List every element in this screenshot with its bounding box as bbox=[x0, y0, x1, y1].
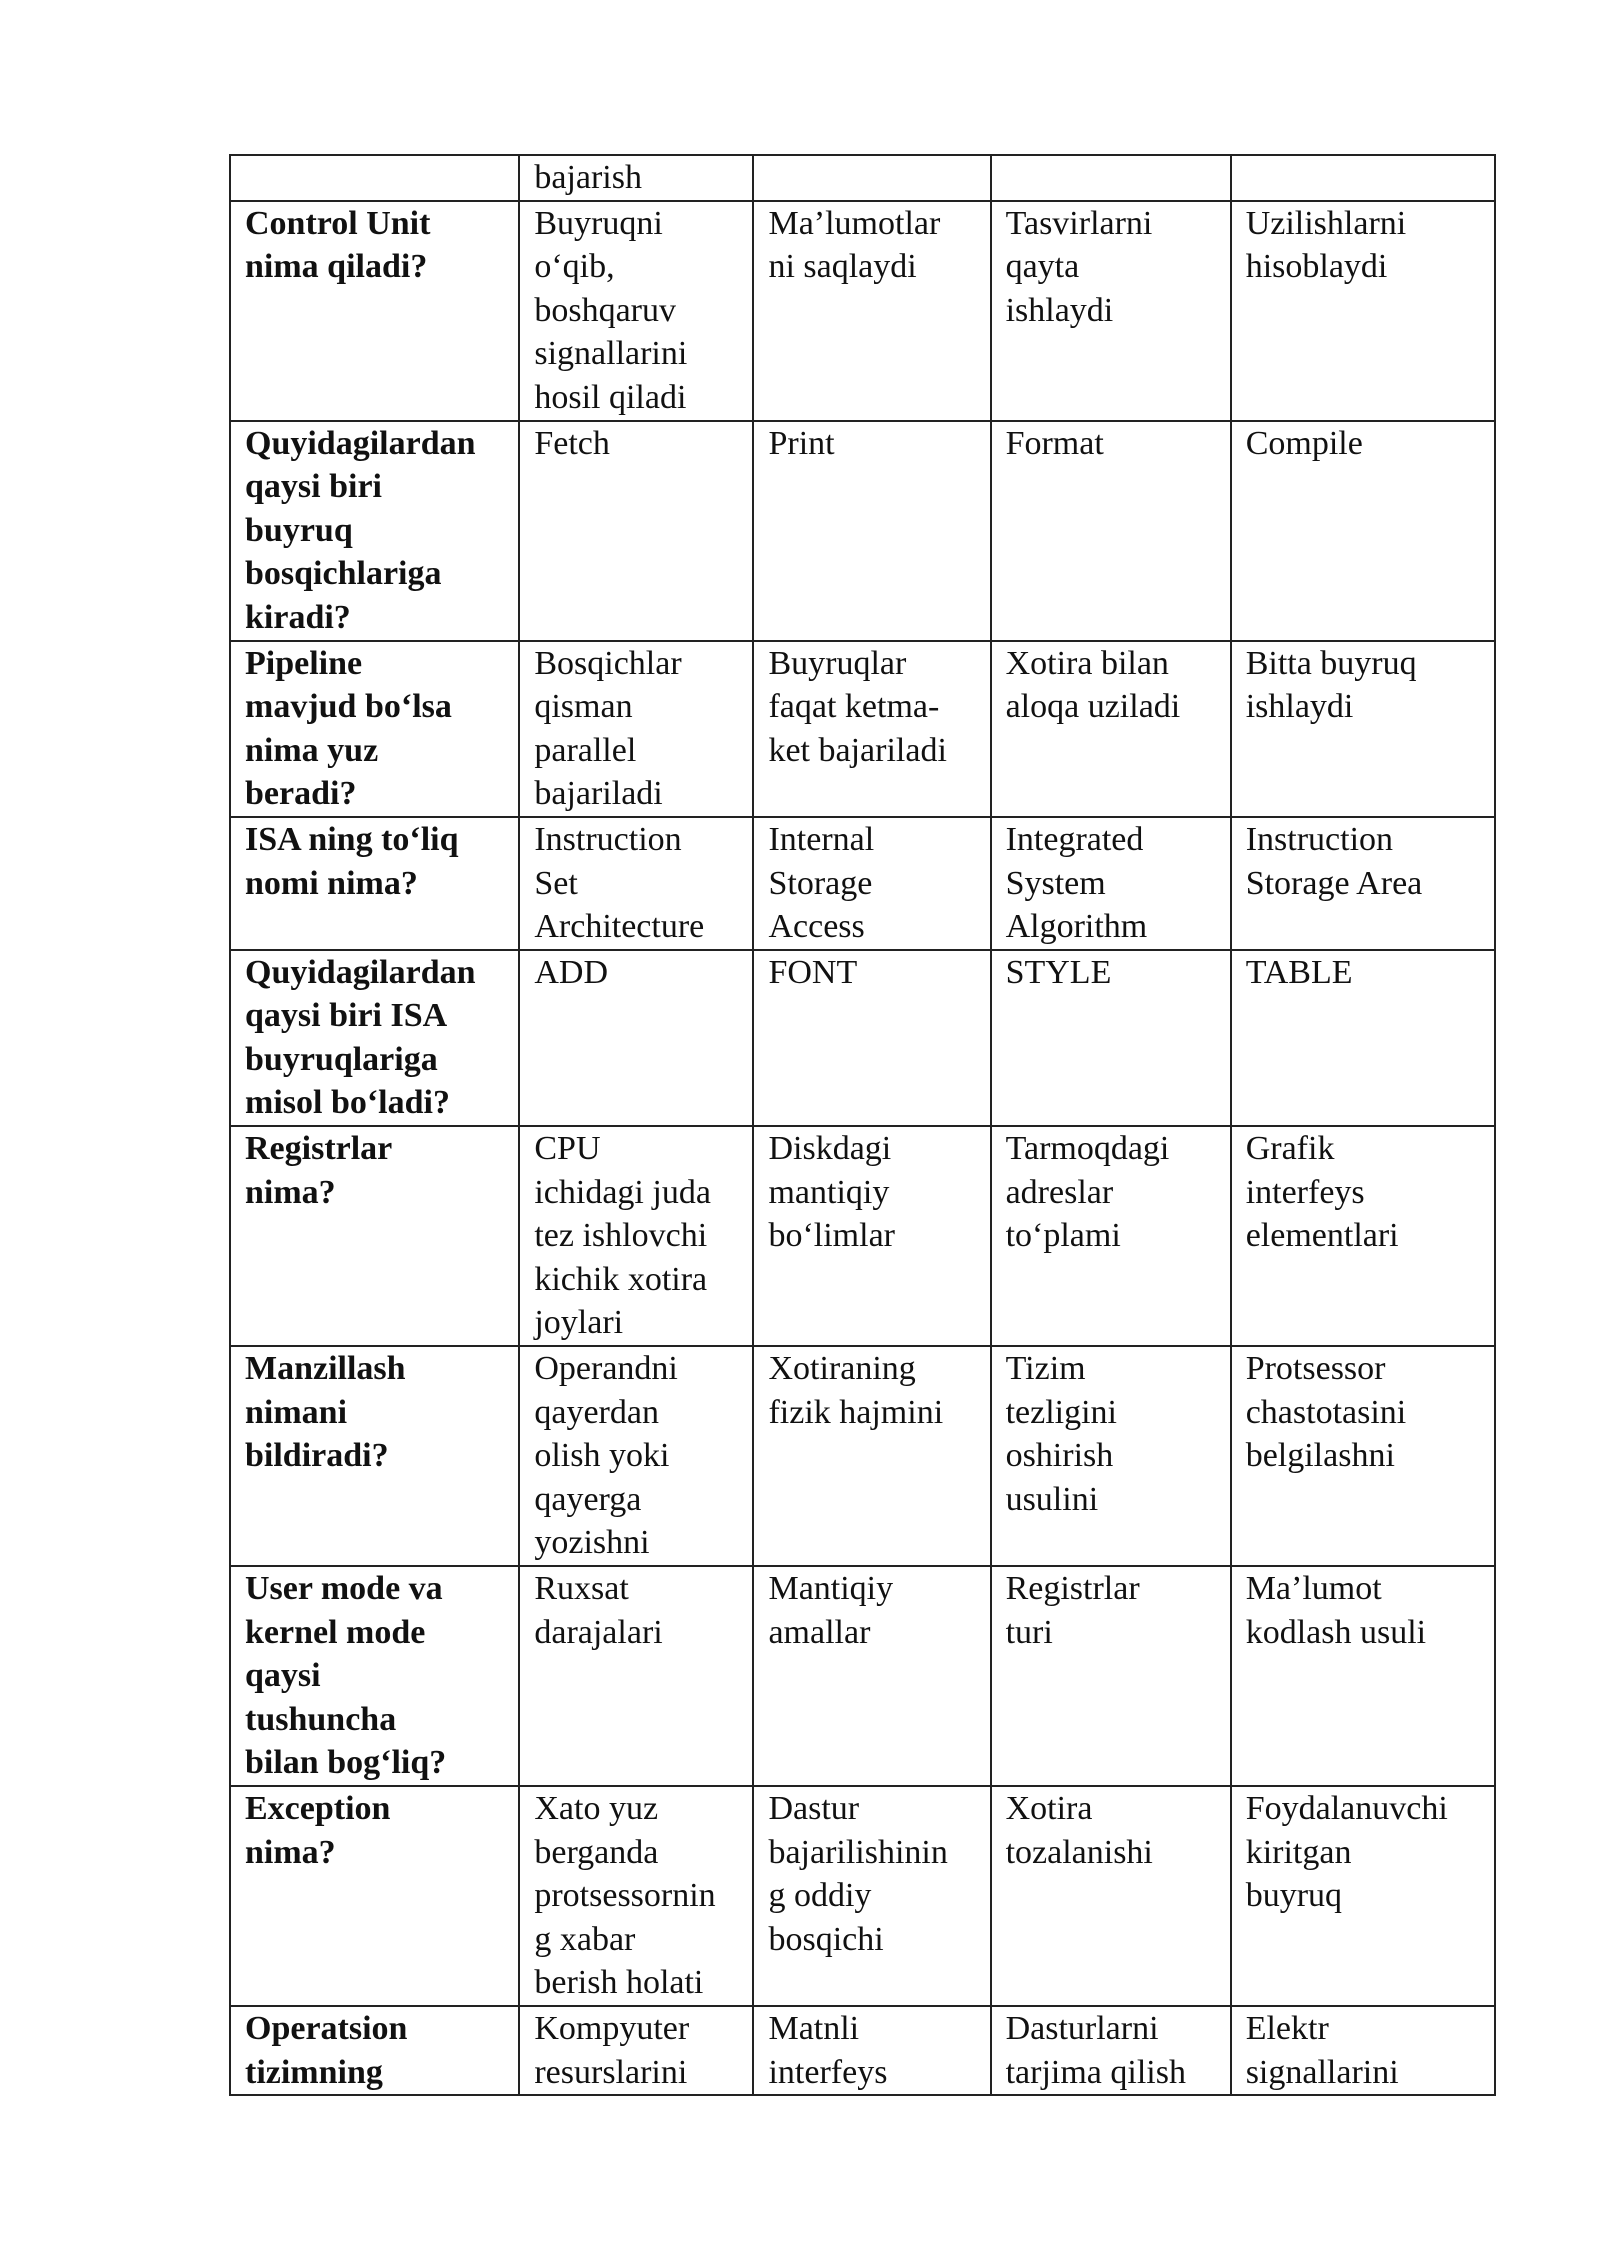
table-row bbox=[230, 201, 1495, 421]
answer-option-cell: Format bbox=[991, 421, 1231, 641]
answer-option-cell: Uzilishlarni hisoblaydi bbox=[1231, 201, 1495, 421]
answer-option-cell: Tarmoqdagi adreslar to‘plami bbox=[991, 1126, 1231, 1346]
answer-option-cell: Ma’lumotlar ni saqlaydi bbox=[753, 201, 990, 421]
table-row bbox=[230, 817, 1495, 950]
answer-option-cell: Mantiqiy amallar bbox=[753, 1566, 990, 1786]
answer-option-cell: bajarish bbox=[519, 155, 753, 201]
answer-option-cell: TABLE bbox=[1231, 950, 1495, 1126]
answer-option-cell: FONT bbox=[753, 950, 990, 1126]
answer-option-cell: Ruxsat darajalari bbox=[519, 1566, 753, 1786]
answer-option-cell bbox=[991, 155, 1231, 201]
answer-option-cell: Buyruqlar faqat ketma- ket bajariladi bbox=[753, 641, 990, 817]
answer-option-cell: Tizim tezligini oshirish usulini bbox=[991, 1346, 1231, 1566]
table-row bbox=[230, 155, 1495, 201]
answer-option-cell bbox=[753, 155, 990, 201]
table-row bbox=[230, 2006, 1495, 2095]
answer-option-cell: Bitta buyruq ishlaydi bbox=[1231, 641, 1495, 817]
question-cell: Pipeline mavjud bo‘lsa nima yuz beradi? bbox=[230, 641, 519, 817]
table-row bbox=[230, 1566, 1495, 1786]
answer-option-cell: Xato yuz berganda protsessornin g xabar berish holati bbox=[519, 1786, 753, 2006]
question-cell: Control Unit nima qiladi? bbox=[230, 201, 519, 421]
answer-option-cell: Ma’lumot kodlash usuli bbox=[1231, 1566, 1495, 1786]
answer-option-cell: Dastur bajarilishinin g oddiy bosqichi bbox=[753, 1786, 990, 2006]
answer-option-cell: Foydalanuvchi kiritgan buyruq bbox=[1231, 1786, 1495, 2006]
answer-option-cell: Xotira tozalanishi bbox=[991, 1786, 1231, 2006]
table-row bbox=[230, 641, 1495, 817]
answer-option-cell: Buyruqni o‘qib, boshqaruv signallarini hosil qiladi bbox=[519, 201, 753, 421]
answer-option-cell: Instruction Set Architecture bbox=[519, 817, 753, 950]
answer-option-cell: Xotiraning fizik hajmini bbox=[753, 1346, 990, 1566]
answer-option-cell: Operandni qayerdan olish yoki qayerga yozishni bbox=[519, 1346, 753, 1566]
answer-option-cell bbox=[1231, 155, 1495, 201]
answer-option-cell: Grafik interfeys elementlari bbox=[1231, 1126, 1495, 1346]
answer-option-cell: Elektr signallarini bbox=[1231, 2006, 1495, 2095]
answer-option-cell: Bosqichlar qisman parallel bajariladi bbox=[519, 641, 753, 817]
answer-option-cell: Matnli interfeys bbox=[753, 2006, 990, 2095]
table-row bbox=[230, 421, 1495, 641]
answer-option-cell: Registrlar turi bbox=[991, 1566, 1231, 1786]
table-row bbox=[230, 950, 1495, 1126]
question-cell bbox=[230, 155, 519, 201]
question-cell: User mode va kernel mode qaysi tushuncha bilan bog‘liq? bbox=[230, 1566, 519, 1786]
question-cell: ISA ning to‘liq nomi nima? bbox=[230, 817, 519, 950]
answer-option-cell: Internal Storage Access bbox=[753, 817, 990, 950]
table-row bbox=[230, 1346, 1495, 1566]
question-cell: Quyidagilardan qaysi biri ISA buyruqlariga misol bo‘ladi? bbox=[230, 950, 519, 1126]
question-cell: Quyidagilardan qaysi biri buyruq bosqichlariga kiradi? bbox=[230, 421, 519, 641]
question-cell: Registrlar nima? bbox=[230, 1126, 519, 1346]
answer-option-cell: STYLE bbox=[991, 950, 1231, 1126]
answer-option-cell: Compile bbox=[1231, 421, 1495, 641]
question-cell: Manzillash nimani bildiradi? bbox=[230, 1346, 519, 1566]
answer-option-cell: ADD bbox=[519, 950, 753, 1126]
answer-option-cell: Print bbox=[753, 421, 990, 641]
answer-option-cell: Fetch bbox=[519, 421, 753, 641]
answer-option-cell: Xotira bilan aloqa uziladi bbox=[991, 641, 1231, 817]
question-cell: Exception nima? bbox=[230, 1786, 519, 2006]
quiz-table-body bbox=[230, 155, 1495, 2095]
question-cell: Operatsion tizimning bbox=[230, 2006, 519, 2095]
answer-option-cell: CPU ichidagi juda tez ishlovchi kichik xotira joylari bbox=[519, 1126, 753, 1346]
answer-option-cell: Tasvirlarni qayta ishlaydi bbox=[991, 201, 1231, 421]
answer-option-cell: Dasturlarni tarjima qilish bbox=[991, 2006, 1231, 2095]
table-row bbox=[230, 1126, 1495, 1346]
answer-option-cell: Integrated System Algorithm bbox=[991, 817, 1231, 950]
answer-option-cell: Kompyuter resurslarini bbox=[519, 2006, 753, 2095]
answer-option-cell: Instruction Storage Area bbox=[1231, 817, 1495, 950]
table-row bbox=[230, 1786, 1495, 2006]
answer-option-cell: Diskdagi mantiqiy bo‘limlar bbox=[753, 1126, 990, 1346]
answer-option-cell: Protsessor chastotasini belgilashni bbox=[1231, 1346, 1495, 1566]
quiz-table bbox=[229, 154, 1496, 2096]
